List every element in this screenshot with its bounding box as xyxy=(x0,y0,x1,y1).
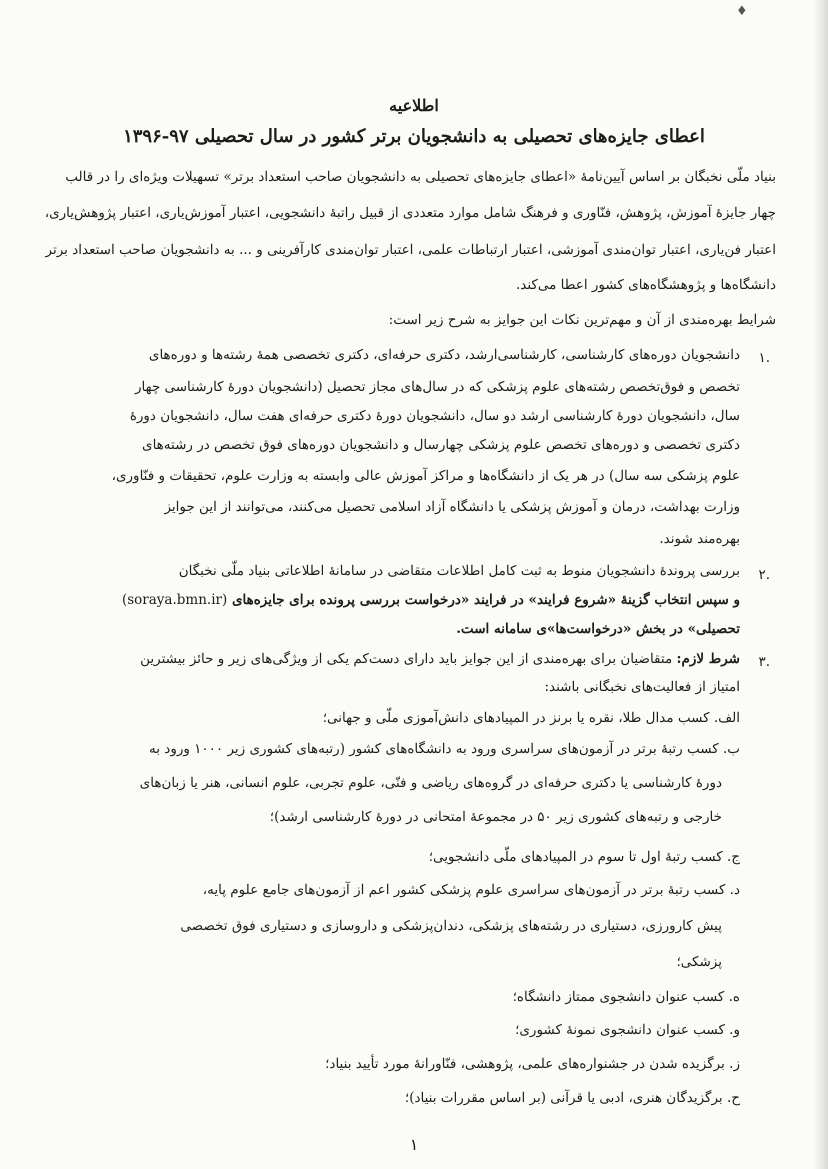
item2-line2-text: و سپس انتخاب گزینۀ «شروع فرایند» در فرایند «درخواست بررسی پرونده برای جایزه‌های xyxy=(231,592,740,608)
item1-line: سال، دانشجویان دورۀ کارشناسی ارشد دو سال، دانشجویان دورۀ دکتری حرفه‌ای هفت سال، دانشجویان دورۀ xyxy=(129,408,740,424)
subitem-line: پیش کارورزی، دستیاری در رشته‌های پزشکی، دندان‌پزشکی و داروسازی و دستیاری فوق تخصصی xyxy=(180,918,722,934)
subitem-line: د. کسب رتبۀ برتر در آزمون‌های سراسری علوم پزشکی کشور اعم از آزمون‌های جامع علوم پایه، xyxy=(202,882,740,898)
subitem-line: پزشکی؛ xyxy=(676,954,722,970)
item3-line1-text: متقاضیان برای بهره‌مندی از این جوایز باید دارای دست‌کم یکی از ویژگی‌های زیر و حائز بیشترین xyxy=(140,651,673,667)
intro-line: اعتبار فن‌یاری، اعتبار توان‌مندی آموزشی، اعتبار ارتباطات علمی، اعتبار توان‌مندی کارآفرینی و ... به دانشجویان صاحب استعداد برتر xyxy=(45,242,776,258)
subitem-line: و. کسب عنوان دانشجوی نمونۀ کشوری؛ xyxy=(515,1022,740,1038)
subitem-line: ج. کسب رتبۀ اول تا سوم در المپیادهای ملّی دانشجویی؛ xyxy=(428,849,740,865)
page-title: اطلاعیه xyxy=(389,96,439,115)
corner-mark: ♦ xyxy=(736,4,748,19)
page-subtitle: اعطای جایزه‌های تحصیلی به دانشجویان برتر کشور در سال تحصیلی ۹۷-۱۳۹۶ xyxy=(123,126,705,147)
subitem-line: الف. کسب مدال طلا، نقره یا برنز در المپیادهای دانش‌آموزی ملّی و جهانی؛ xyxy=(322,710,740,726)
scan-edge-shadow xyxy=(814,0,828,1169)
requirement-label: شرط لازم: xyxy=(676,651,740,667)
item1-line: وزارت بهداشت، درمان و آموزش پزشکی یا دانشگاه آزاد اسلامی تحصیل می‌کنند، می‌توانند از این جوایز xyxy=(164,499,740,515)
item2-line xyxy=(122,589,740,611)
intro-line: دانشگاه‌ها و پژوهشگاه‌های کشور اعطا می‌کند. xyxy=(515,277,776,293)
subitem-line: ز. برگزیده شدن در جشنواره‌های علمی، پژوهشی، فنّاورانۀ مورد تأیید بنیاد؛ xyxy=(325,1056,740,1072)
item1-line: بهره‌مند شوند. xyxy=(659,531,740,547)
item2-line: تحصیلی» در بخش «درخواست‌ها»ی سامانه است. xyxy=(456,621,740,637)
item1-line: دانشجویان دوره‌های کارشناسی، کارشناسی‌ارشد، دکتری حرفه‌ای، دکتری تخصصی همۀ رشته‌ها و دوره‌های xyxy=(148,347,740,363)
item1-line: دکتری تخصصی و دوره‌های تخصص علوم پزشکی چهارسال و دانشجویان دوره‌های فوق تخصص در رشته‌های xyxy=(142,437,740,453)
item3-line: امتیاز از فعالیت‌های نخبگانی باشند: xyxy=(544,679,740,695)
intro-line: چهار جایزۀ آموزش، پژوهش، فنّاوری و فرهنگ شامل موارد متعددی از قبیل راتبۀ دانشجویی، اعتبار آموزش‌یاری، اعتبار پژوهش‌یاری، xyxy=(44,205,776,221)
page-number: ۱ xyxy=(409,1135,419,1154)
soraya-link[interactable]: (soraya.bmn.ir) xyxy=(121,592,228,608)
subitem-line: دورۀ کارشناسی یا دکتری حرفه‌ای در گروه‌های ریاضی و فنّی، علوم تجربی، علوم انسانی، هنر یا زبان‌های xyxy=(139,775,722,791)
item2-line: بررسی پروندۀ دانشجویان منوط به ثبت کامل اطلاعات متقاضی در سامانۀ اطلاعاتی بنیاد ملّی نخبگان xyxy=(178,563,740,579)
item1-line: تخصص و فوق‌تخصص رشته‌های علوم پزشکی که در سال‌های مجاز تحصیل (دانشجویان دورۀ کارشناسی چهار xyxy=(135,379,740,395)
intro-line: بنیاد ملّی نخبگان بر اساس آیین‌نامۀ «اعطای جایزه‌های تحصیلی به دانشجویان صاحب استعداد برتر» تسهیلات ویژه‌ای را در قالب xyxy=(65,169,776,185)
subitem-line: ه. کسب عنوان دانشجوی ممتاز دانشگاه؛ xyxy=(512,989,740,1005)
item-number: .۳ xyxy=(758,654,770,670)
item3-line xyxy=(140,648,740,670)
subitem-line: خارجی و رتبه‌های کشوری زیر ۵۰ در مجموعۀ امتحانی در دورۀ کارشناسی ارشد)؛ xyxy=(269,809,722,825)
subitem-line: ح. برگزیدگان هنری، ادبی یا قرآنی (بر اساس مقررات بنیاد)؛ xyxy=(404,1090,740,1106)
item-number: .۲ xyxy=(758,567,770,583)
conditions-intro: شرایط بهره‌مندی از آن و مهم‌ترین نکات این جوایز به شرح زیر است: xyxy=(388,312,776,328)
item1-line: علوم پزشکی سه سال) در هر یک از دانشگاه‌ها و مراکز آموزش عالی وابسته به وزارت علوم، تحقیقات و فنّاوری، xyxy=(111,468,740,484)
item-number: .۱ xyxy=(758,350,770,366)
subitem-line: ب. کسب رتبۀ برتر در آزمون‌های سراسری ورود به دانشگاه‌های کشور (رتبه‌های کشوری زیر ۱۰۰۰ ورود به xyxy=(149,741,740,757)
